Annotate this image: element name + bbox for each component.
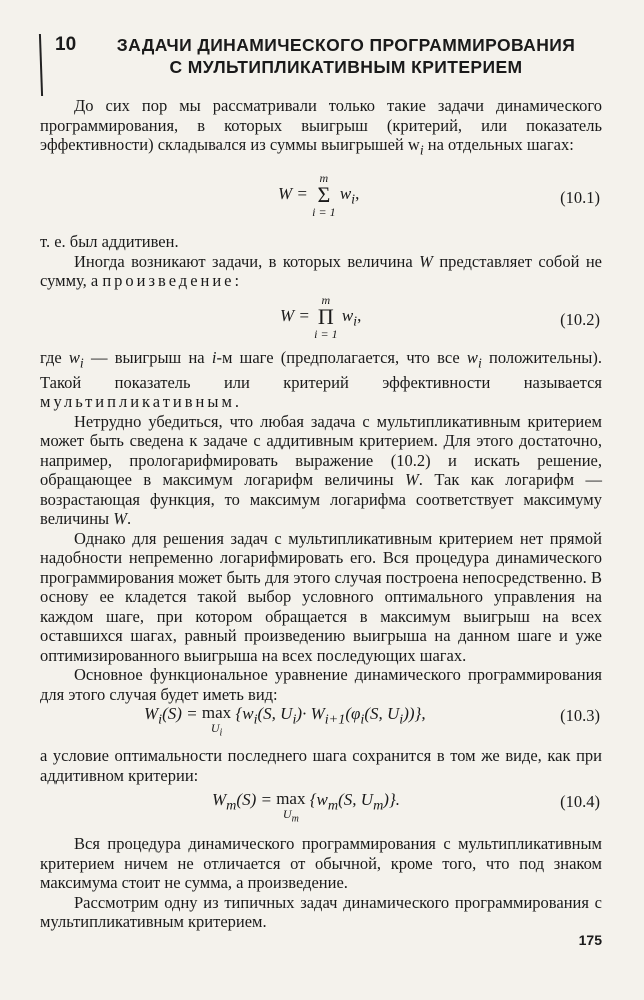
equation-10-2: W = m Π i = 1 $w_i$, (10.2): [280, 293, 600, 341]
section-title-line1: ЗАДАЧИ ДИНАМИЧЕСКОГО ПРОГРАММИРОВАНИЯ: [116, 35, 576, 55]
equation-10-4: $W_m(S) = \max$ $U_m$ {$w_m(S$, $U_m$)}. (10.4): [212, 789, 600, 825]
section-title: [52, 34, 612, 78]
max-operator: max $U_i$: [201, 703, 232, 739]
sum-operator: m Σ i = 1: [312, 171, 336, 219]
margin-bracket: [39, 34, 43, 96]
equation-number: (10.4): [560, 792, 600, 811]
paragraph-10: Рассмотрим одну из типичных задач динамического программирования с мультипликативным критерием.: [40, 892, 602, 931]
section-heading: [52, 34, 612, 78]
equation-number: (10.2): [560, 310, 600, 329]
page-number: 175: [578, 932, 602, 948]
product-operator: m Π i = 1: [314, 293, 338, 341]
paragraph-9: Вся процедура динамического программирования с мультипликативным критерием ничем не отличается от обычной, кроме того, что под знаком максимума стоит не сумма, а произведение. Рассмотрим одну из типичных задач динамического программирования с мультипликативным критерием.: [40, 834, 602, 931]
equation-number: (10.1): [560, 188, 600, 207]
paragraph-6: Однако для решения задач с мультипликативным критерием нет прямой надобности непременно логарифмировать его. Вся процедура динамического программирования может быть для этого случая построена непосредственно. В основу ее кладется такой выбор условного оптимального управления на каждом шаге, при котором обращается в максимум выигрыш на всех оставшихся шагах, равный произведению выигрыша на данном шаге и уже оптимизированного выигрыша на всех последующих шагах.: [40, 528, 602, 665]
paragraph-7: Основное функциональное уравнение динамического программирования для этого случая будет иметь вид:: [40, 665, 602, 704]
paragraph-5: Нетрудно убедиться, что любая задача с мультипликативным критерием может быть сведена к задаче с аддитивным критерием. Для этого достаточно, например, прологарифмировать выражение (10.2) и искать решение, обращающее в максимум логарифм величины W. Так как логарифм — возрастающая функция, то максимум логарифма соответствует максимуму величины W.: [40, 411, 602, 529]
equation-10-1: W = m Σ i = 1 $w_i$, (10.1): [278, 171, 600, 219]
section-number: 10: [55, 34, 77, 55]
paragraph-2: т. е. был аддитивен. Иногда возникают задачи, в которых величина W представляет собой не сумму, а произведение:: [40, 232, 602, 290]
equation-10-3: $W_i(S) = \max$ $U_i$ {$w_i(S$, $U_i)\cdot W_{i+1}(\varphi_i(S$, $U_i$))}, (10.3): [144, 703, 600, 739]
section-title-line2: С МУЛЬТИПЛИКАТИВНЫМ КРИТЕРИЕМ: [169, 57, 523, 77]
paragraph-4: где $w_i$ — выигрыш на i-м шаге (предполагается, что все $w_i$ положительны). Такой показатель или критерий эффективности называется мультипликативным. Нетрудно убедиться, что любая задача с мультипликативным критерием может быть сведена к задаче с аддитивным критерием. Для этого достаточно, например, прологарифмировать выражение (10.2) и искать решение, обращающее в максимум логарифм величины W. Так как логарифм — возрастающая функция, то максимум логарифма соответствует максимуму величины W. Однако для решения задач с мультипликативным критерием нет прямой надобности непременно логарифмировать его. Вся процедура динамического программирования может быть для этого случая построена непосредственно. В основу ее кладется такой выбор условного оптимального управления на каждом шаге, при котором обращается в максимум выигрыш на всех оставшихся шагах, равный произведению выигрыша на данном шаге и уже оптимизированного выигрыша на всех последующих шагах. Основное функциональное уравнение динамического программирования для этого случая будет иметь вид:: [40, 348, 602, 704]
paragraph-8: а условие оптимальности последнего шага сохранится в том же виде, как при аддитивном критерии:: [40, 746, 602, 785]
paragraph-1: До сих пор мы рассматривали только такие задачи динамического программирования, в которых выигрыш (критерий, или показатель эффективности) складывался из суммы выигрышей $w_i$ на отдельных шагах:: [40, 96, 602, 158]
max-operator: max $U_m$: [276, 789, 306, 825]
equation-number: (10.3): [560, 706, 600, 725]
